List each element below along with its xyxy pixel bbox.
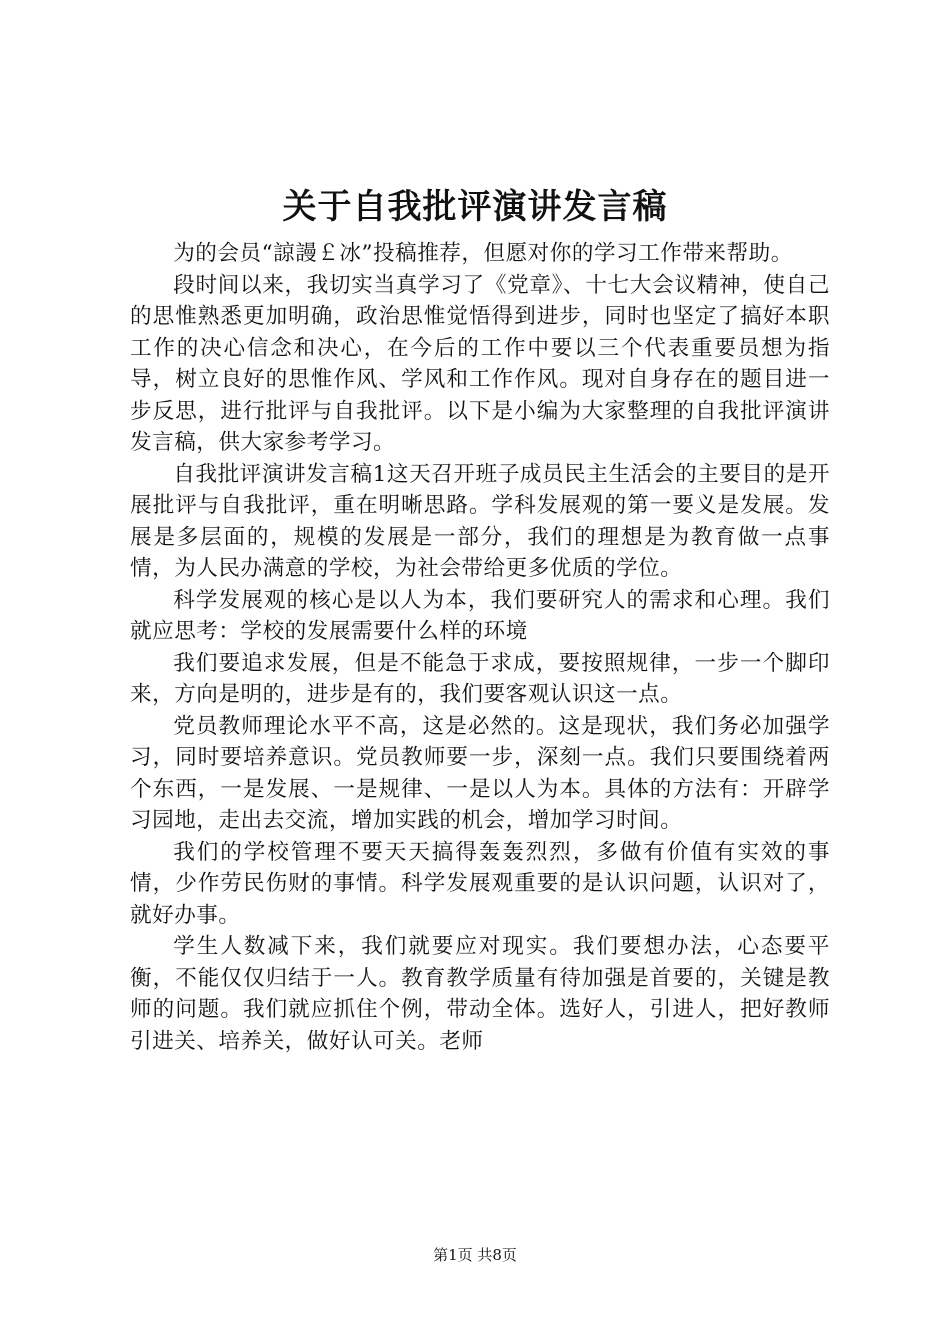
- paragraph: 学生人数减下来，我们就要应对现实。我们要想办法，心态要平衡，不能仅仅归结于一人。教育教学质量有待加强是首要的，关键是教师的问题。我们就应抓住个例，带动全体。选好人，引进人，把好教师引进关、培养关，做好认可关。老师: [130, 934, 830, 1054]
- document-title: 关于自我批评演讲发言稿: [282, 187, 668, 227]
- paragraph: 党员教师理论水平不高，这是必然的。这是现状，我们务必加强学习，同时要培养意识。党员教师要一步，深刻一点。我们只要围绕着两个东西，一是发展、一是规律、一是以人为本。具体的方法有：开辟学习园地，走出去交流，增加实践的机会，增加学习时间。: [130, 713, 830, 833]
- page-number-footer: 第1页 共8页: [433, 1246, 517, 1264]
- paragraph: 自我批评演讲发言稿1这天召开班子成员民主生活会的主要目的是开展批评与自我批评，重在明晰思路。学科发展观的第一要义是发展。发展是多层面的，规模的发展是一部分，我们的理想是为教育做一点事情，为人民办满意的学校，为社会带给更多优质的学位。: [130, 461, 830, 581]
- paragraph: 科学发展观的核心是以人为本，我们要研究人的需求和心理。我们就应思考：学校的发展需要什么样的环境: [130, 587, 830, 644]
- paragraph: 为的会员“諒謾￡冰”投稿推荐，但愿对你的学习工作带来帮助。: [173, 241, 793, 266]
- paragraph: 段时间以来，我切实当真学习了《党章》、十七大会议精神，使自己的思惟熟悉更加明确，政治思惟觉悟得到进步，同时也坚定了搞好本职工作的决心信念和决心，在今后的工作中要以三个代表重要员想为指导，树立良好的思惟作风、学风和工作作风。现对自身存在的题目进一步反思，进行批评与自我批评。以下是小编为大家整理的自我批评演讲发言稿，供大家参考学习。: [130, 272, 830, 455]
- paragraph: 我们要追求发展，但是不能急于求成，要按照规律，一步一个脚印来，方向是明的，进步是有的，我们要客观认识这一点。: [130, 650, 830, 707]
- paragraph: 我们的学校管理不要天天搞得轰轰烈烈，多做有价值有实效的事情，少作劳民伤财的事情。科学发展观重要的是认识问题，认识对了，就好办事。: [130, 839, 830, 928]
- document-body: [130, 238, 830, 1057]
